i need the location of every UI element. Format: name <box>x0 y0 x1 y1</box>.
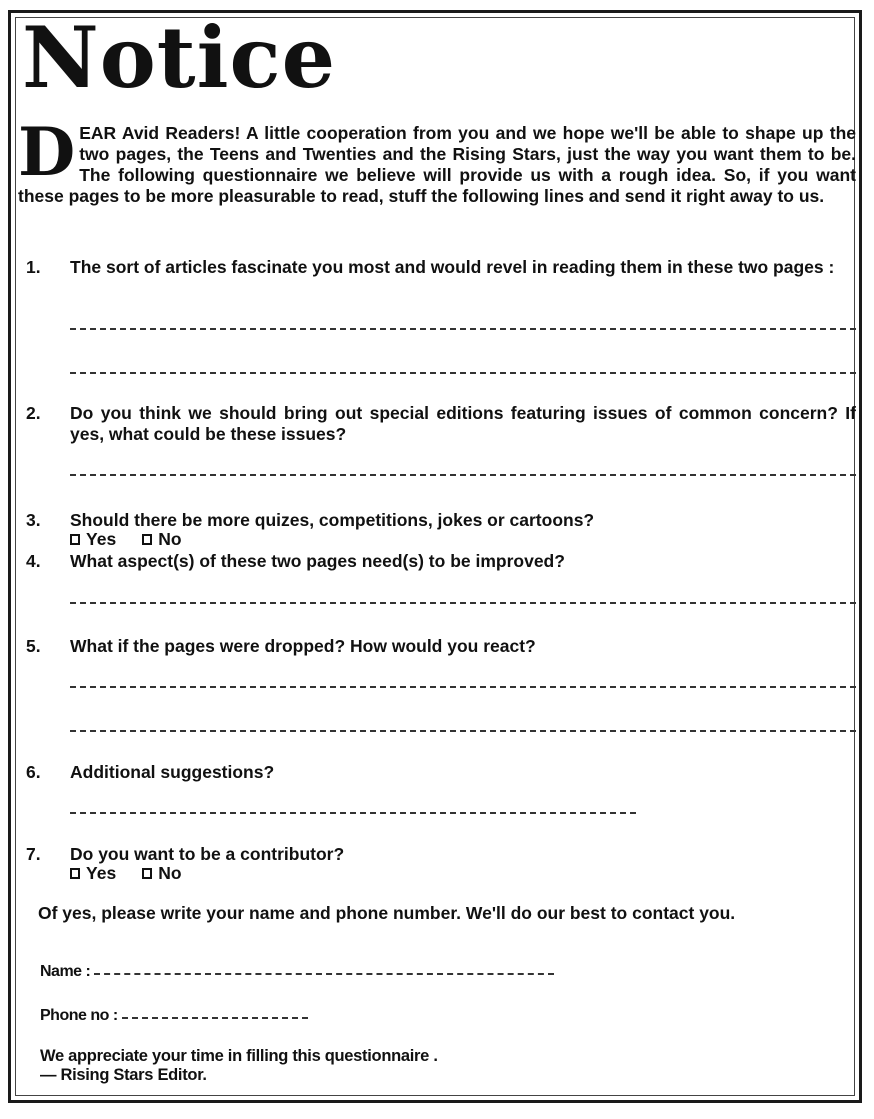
phone-input-line[interactable] <box>122 1017 308 1019</box>
question-3-options <box>70 529 182 549</box>
name-input-line[interactable] <box>94 973 554 975</box>
answer-line-5b[interactable] <box>70 730 856 732</box>
answer-line-5a[interactable] <box>70 686 856 688</box>
question-text: Additional suggestions? <box>70 762 275 782</box>
checkbox-icon[interactable] <box>142 534 152 545</box>
name-field[interactable] <box>40 963 554 981</box>
editor-signature: — Rising Stars Editor. <box>40 1066 207 1084</box>
answer-line-6[interactable] <box>70 812 636 814</box>
phone-label: Phone no : <box>40 1007 118 1024</box>
page-title: Notice <box>22 8 337 107</box>
closing-line-1: We appreciate your time in filling this questionnaire . <box>40 1047 438 1065</box>
question-number: 2. <box>26 403 41 423</box>
question-number: 5. <box>26 636 41 656</box>
contact-note: Of yes, please write your name and phone number. We'll do our best to contact you. <box>38 903 736 923</box>
intro-text: EAR Avid Readers! A little cooperation from you and we hope we'll be able to shape up the two pages, the Teens and Twenties and the Rising Stars, just the way you want them to be. The following questionnaire we believe will provide us with a rough idea. So, if you want these pages to be more pleasurable to read, stuff the following lines and send it right away to us. <box>18 123 856 206</box>
question-text: What aspect(s) of these two pages need(s) to be improved? <box>70 551 565 571</box>
question-number: 4. <box>26 551 41 571</box>
name-label: Name : <box>40 963 91 980</box>
question-7-options <box>70 863 182 883</box>
checkbox-icon[interactable] <box>70 534 80 545</box>
option-no[interactable]: No <box>142 863 181 883</box>
answer-line-2[interactable] <box>70 474 856 476</box>
question-number: 1. <box>26 257 41 277</box>
checkbox-icon[interactable] <box>70 868 80 879</box>
question-text: Do you want to be a contributor? <box>70 844 345 864</box>
question-text: What if the pages were dropped? How would you react? <box>70 636 536 656</box>
closing <box>40 1047 438 1085</box>
question-text: Do you think we should bring out special editions featuring issues of common concern? If yes, what could be these issues? <box>70 403 856 444</box>
option-yes[interactable]: Yes <box>70 529 116 549</box>
question-text: Should there be more quizes, competitions, jokes or cartoons? <box>70 510 595 530</box>
answer-line-1a[interactable] <box>70 328 856 330</box>
question-number: 3. <box>26 510 41 530</box>
checkbox-icon[interactable] <box>142 868 152 879</box>
answer-line-4[interactable] <box>70 602 856 604</box>
phone-field[interactable] <box>40 1007 308 1025</box>
question-number: 6. <box>26 762 41 782</box>
question-text: The sort of articles fascinate you most and would revel in reading them in these two pages : <box>70 257 835 277</box>
answer-line-1b[interactable] <box>70 372 856 374</box>
intro-paragraph <box>18 113 856 207</box>
option-no[interactable]: No <box>142 529 181 549</box>
drop-cap: D <box>18 113 76 191</box>
option-yes[interactable]: Yes <box>70 863 116 883</box>
question-number: 7. <box>26 844 41 864</box>
